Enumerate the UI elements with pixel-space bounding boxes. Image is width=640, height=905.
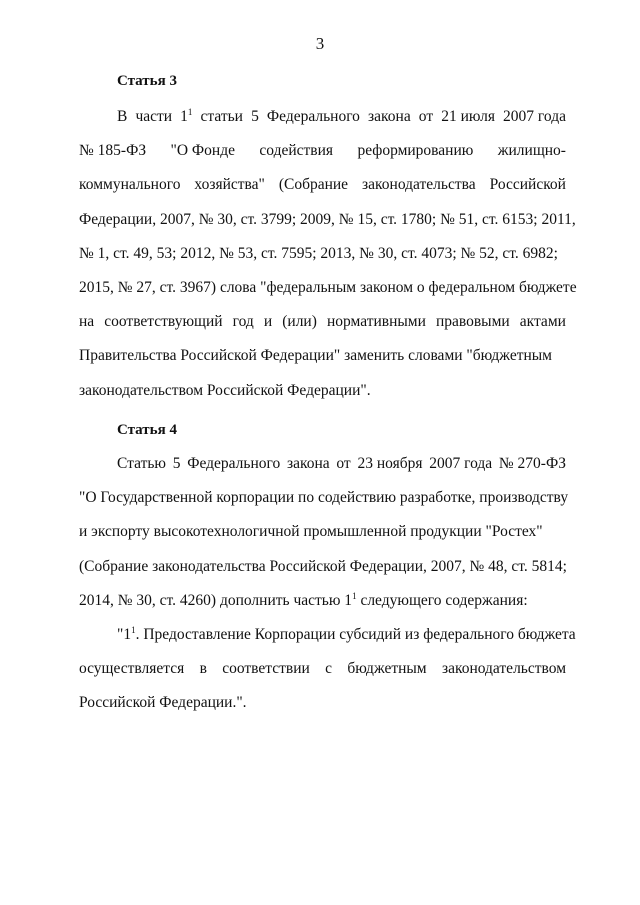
text-line: на соответствующий год и (или) нормативными правовыми актами xyxy=(79,313,566,331)
text-line: и экспорту высокотехнологичной промышленной продукции "Ростех" xyxy=(79,523,543,541)
text-line: (Собрание законодательства Российской Федерации, 2007, № 48, ст. 5814; xyxy=(79,557,567,575)
text-line: Правительства Российской Федерации" заменить словами "бюджетным xyxy=(79,347,552,365)
text-line: 2015, № 27, ст. 3967) слова "федеральным законом о федеральном бюджете xyxy=(79,278,577,296)
article-3-text xyxy=(79,100,577,408)
text-line: Российской Федерации.". xyxy=(79,694,247,712)
text-line: 2014, № 30, ст. 4260) дополнить частью $1^1$ следующего содержания: xyxy=(79,590,528,609)
text-line: коммунального хозяйства" (Собрание законодательства Российской xyxy=(79,176,566,194)
text-line: "О Государственной корпорации по содействию разработке, производству xyxy=(79,489,569,507)
text-line: № 185-ФЗ "О Фонде содействия реформированию жилищно- xyxy=(79,142,566,160)
text-line: В части $1^1$ статьи 5 Федерального закона от 21 июля 2007 года xyxy=(117,107,566,125)
text-line: "$1^1$. Предоставление Корпорации субсидий из федерального бюджета xyxy=(117,624,576,643)
text-line: Статью 5 Федерального закона от 23 ноября 2007 года № 270-ФЗ xyxy=(117,455,566,472)
article-3-heading: Статья 3 xyxy=(117,73,177,89)
text-line: осуществляется в соответствии с бюджетным законодательством xyxy=(79,660,566,678)
text-line: законодательством Российской Федерации". xyxy=(79,381,371,399)
text-line: Федерации, 2007, № 30, ст. 3799; 2009, № 15, ст. 1780; № 51, ст. 6153; 2011, xyxy=(79,210,576,228)
text-line: № 1, ст. 49, 53; 2012, № 53, ст. 7595; 2013, № 30, ст. 4073; № 52, ст. 6982; xyxy=(79,244,558,262)
page-number: 3 xyxy=(315,34,325,53)
article-4-heading: Статья 4 xyxy=(117,422,177,438)
article-4-text xyxy=(79,447,576,721)
